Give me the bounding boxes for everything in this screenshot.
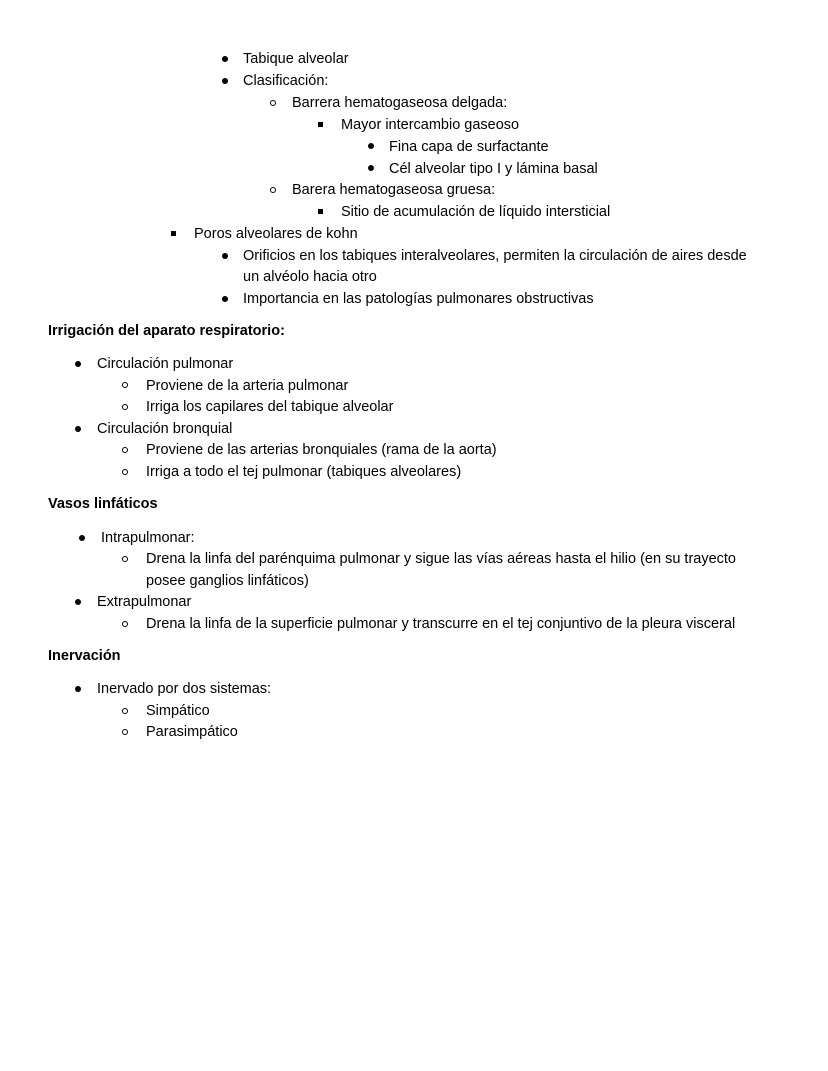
bullet-disc-icon [368, 165, 374, 171]
bullet-circle-icon [122, 447, 128, 453]
list-item-parasimpatico: Parasimpático [146, 724, 238, 740]
list-item-intra-sub-line1: Drena la linfa del parénquima pulmonar y sigue las vías aéreas hasta el hilio (en su trayecto [146, 551, 736, 567]
list-item-orificios-line2: un alvéolo hacia otro [243, 269, 377, 285]
list-item-poros-kohn: Poros alveolares de kohn [194, 226, 358, 242]
bullet-circle-icon [122, 556, 128, 562]
bullet-circle-icon [270, 187, 276, 193]
list-item-simpatico: Simpático [146, 703, 210, 719]
heading-inervacion: Inervación [48, 648, 121, 664]
bullet-circle-icon [270, 100, 276, 106]
list-item-fina-capa: Fina capa de surfactante [389, 139, 549, 155]
bullet-disc-icon [79, 535, 85, 541]
list-item-importancia: Importancia en las patologías pulmonares obstructivas [243, 291, 594, 307]
list-item-pulmonar-sub2: Irriga los capilares del tabique alveolar [146, 399, 394, 415]
heading-vasos-linfaticos: Vasos linfáticos [48, 496, 158, 512]
bullet-square-icon [171, 231, 176, 236]
bullet-square-icon [318, 209, 323, 214]
heading-irrigacion: Irrigación del aparato respiratorio: [48, 323, 285, 339]
bullet-disc-icon [368, 143, 374, 149]
list-item-circulacion-pulmonar: Circulación pulmonar [97, 356, 234, 372]
list-item-extrapulmonar: Extrapulmonar [97, 594, 192, 610]
list-item-barrera-delgada: Barrera hematogaseosa delgada: [292, 95, 508, 111]
bullet-circle-icon [122, 469, 128, 475]
list-item-intrapulmonar: Intrapulmonar: [101, 530, 195, 546]
list-item-bronquial-sub2: Irriga a todo el tej pulmonar (tabiques alveolares) [146, 464, 462, 480]
list-item-orificios-line1: Orificios en los tabiques interalveolares, permiten la circulación de aires desde [243, 248, 747, 264]
bullet-disc-icon [75, 686, 81, 692]
list-item-tabique-alveolar: Tabique alveolar [243, 51, 349, 67]
bullet-disc-icon [75, 599, 81, 605]
list-item-intra-sub-line2: posee ganglios linfáticos) [146, 573, 309, 589]
list-item-cel-alveolar: Cél alveolar tipo I y lámina basal [389, 161, 598, 177]
bullet-circle-icon [122, 708, 128, 714]
bullet-disc-icon [222, 296, 228, 302]
list-item-sitio-acumulacion: Sitio de acumulación de líquido intersticial [341, 204, 611, 220]
bullet-circle-icon [122, 382, 128, 388]
bullet-disc-icon [222, 78, 228, 84]
bullet-disc-icon [222, 56, 228, 62]
list-item-clasificacion: Clasificación: [243, 73, 329, 89]
bullet-circle-icon [122, 404, 128, 410]
list-item-mayor-intercambio: Mayor intercambio gaseoso [341, 117, 520, 133]
list-item-barrera-gruesa: Barera hematogaseosa gruesa: [292, 182, 496, 198]
bullet-square-icon [318, 122, 323, 127]
bullet-disc-icon [222, 253, 228, 259]
list-item-bronquial-sub1: Proviene de las arterias bronquiales (rama de la aorta) [146, 442, 497, 458]
list-item-pulmonar-sub1: Proviene de la arteria pulmonar [146, 378, 349, 394]
bullet-circle-icon [122, 621, 128, 627]
bullet-disc-icon [75, 361, 81, 367]
bullet-disc-icon [75, 426, 81, 432]
list-item-inervado: Inervado por dos sistemas: [97, 681, 272, 697]
bullet-circle-icon [122, 729, 128, 735]
list-item-circulacion-bronquial: Circulación bronquial [97, 421, 233, 437]
list-item-extra-sub: Drena la linfa de la superficie pulmonar y transcurre en el tej conjuntivo de la pleura visceral [146, 616, 736, 632]
